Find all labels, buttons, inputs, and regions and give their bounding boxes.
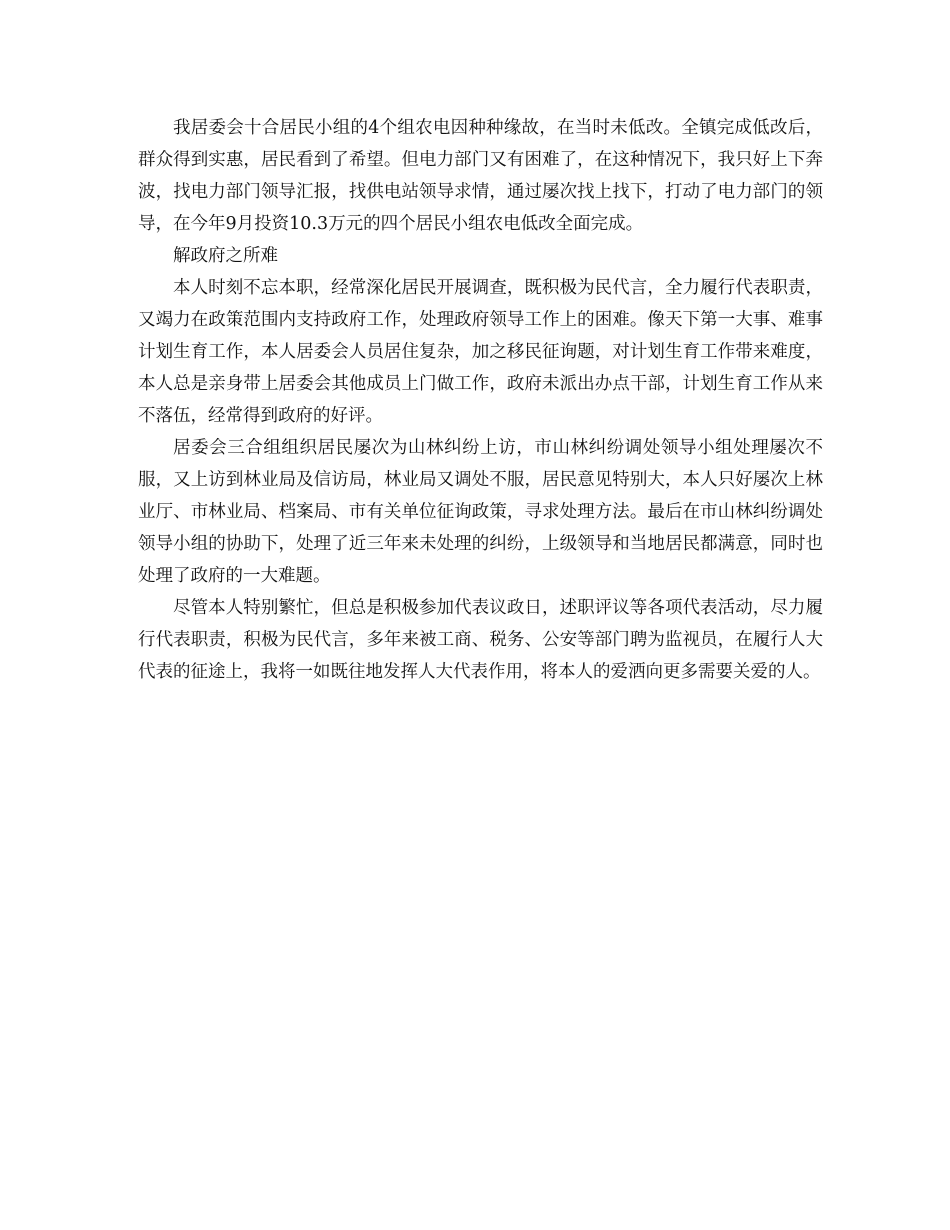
paragraph-family-planning: 本人时刻不忘本职，经常深化居民开展调查，既积极为民代言，全力履行代表职责，又竭力在政策范围内支持政府工作，处理政府领导工作上的困难。像天下第一大事、难事计划生育工作，本人居委会人员居住复杂，加之移民征询题，对计划生育工作带来难度，本人总是亲身带上居委会其他成员上门做工作，政府未派出办点干部，计划生育工作从来不落伍，经常得到政府的好评。 — [138, 278, 823, 426]
document-body — [138, 112, 823, 688]
paragraph-forest-dispute: 居委会三合组组织居民屡次为山林纠纷上访，市山林纠纷调处领导小组处理屡次不服，又上访到林业局及信访局，林业局又调处不服，居民意见特别大，本人只好屡次上林业厅、市林业局、档案局、市有关单位征询政策，寻求处理方法。最后在市山林纠纷调处领导小组的协助下，处理了近三年来未处理的纠纷，上级领导和当地居民都满意，同时也处理了政府的一大难题。 — [138, 438, 823, 586]
paragraph-representative-duties: 尽管本人特别繁忙，但总是积极参加代表议政日，述职评议等各项代表活动，尽力履行代表职责，积极为民代言，多年来被工商、税务、公安等部门聘为监视员，在履行人大代表的征途上，我将一如既往地发挥人大代表作用，将本人的爱洒向更多需要关爱的人。 — [138, 598, 823, 682]
section-heading: 解政府之所难 — [173, 246, 278, 266]
paragraph-power-grid: 我居委会十合居民小组的4个组农电因种种缘故，在当时未低改。全镇完成低改后，群众得到实惠，居民看到了希望。但电力部门又有困难了，在这种情况下，我只好上下奔波，找电力部门领导汇报，找供电站领导求情，通过屡次找上找下，打动了电力部门的领导，在今年9月投资10.3万元的四个居民小组农电低改全面完成。 — [138, 118, 823, 234]
